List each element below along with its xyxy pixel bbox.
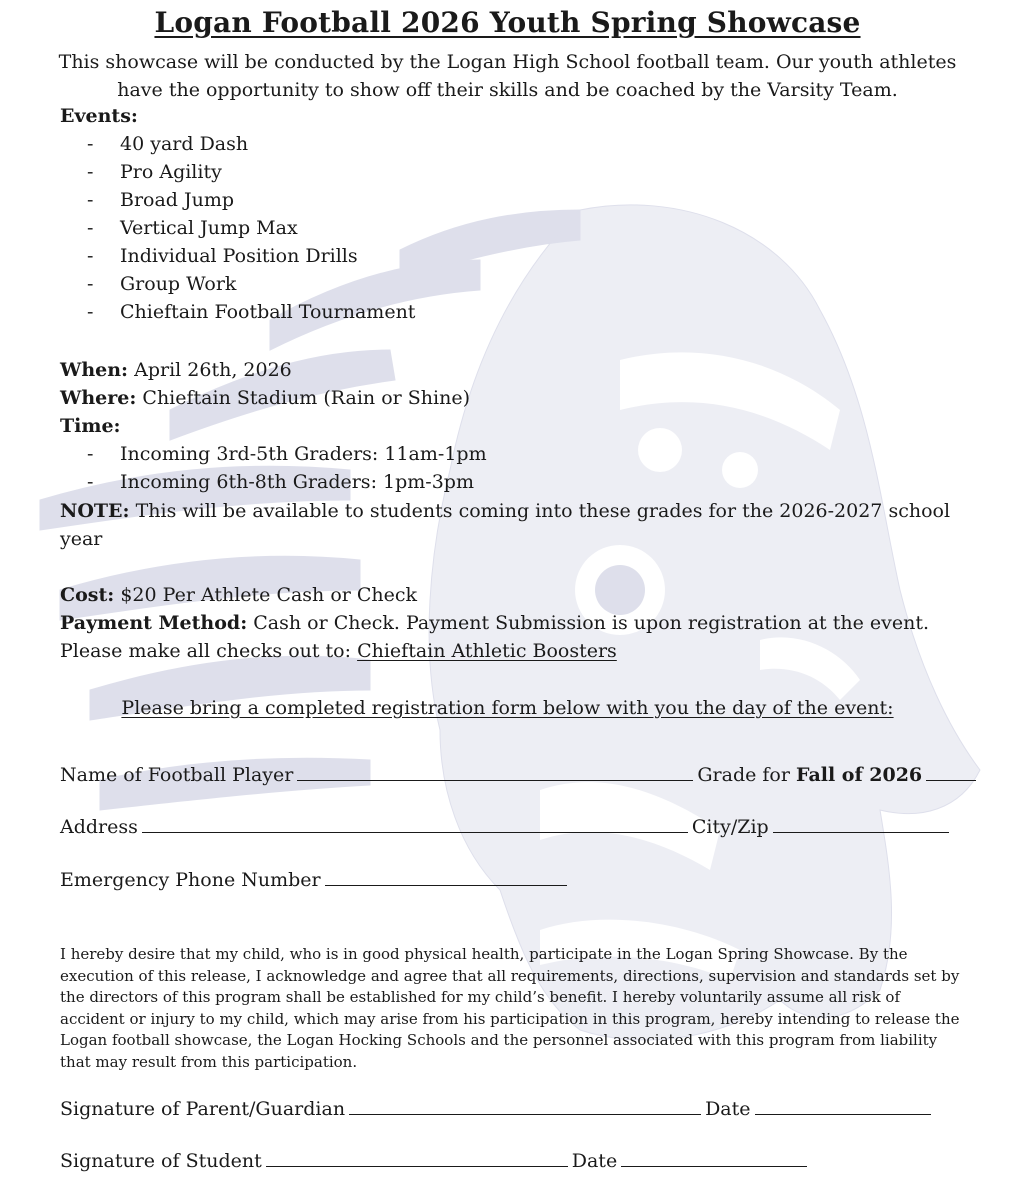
- list-item: - 40 yard Dash: [87, 133, 249, 155]
- address-field[interactable]: [142, 812, 688, 833]
- time-heading: Time:: [60, 415, 121, 437]
- player-name-label: Name of Football Player: [60, 764, 294, 786]
- payment-line: Payment Method: Cash or Check. Payment Submission is upon registration at the event.: [60, 612, 929, 634]
- date-label: Date: [571, 1150, 618, 1172]
- intro-paragraph: This showcase will be conducted by the Logan High School football team. Our youth athletes have the opportunity to show off their skills and be coached by the Varsity Team.: [58, 51, 957, 101]
- address-row: [60, 812, 953, 841]
- events-list: [60, 130, 415, 326]
- city-zip-label: City/Zip: [691, 816, 769, 838]
- address-label: Address: [60, 816, 138, 838]
- list-item: - Group Work: [87, 273, 237, 295]
- list-item: - Incoming 3rd-5th Graders: 11am-1pm: [87, 443, 487, 465]
- student-date-field[interactable]: [621, 1146, 807, 1167]
- events-heading: Events:: [60, 105, 138, 127]
- time-list: [60, 440, 487, 496]
- checks-payee: Chieftain Athletic Boosters: [357, 640, 617, 662]
- emergency-phone-field[interactable]: [325, 865, 567, 886]
- emergency-label: Emergency Phone Number: [60, 869, 321, 891]
- list-item: - Broad Jump: [87, 189, 235, 211]
- list-item: - Pro Agility: [87, 161, 222, 183]
- list-item: - Chieftain Football Tournament: [87, 301, 416, 323]
- grade-label: Grade for: [697, 764, 790, 786]
- student-signature-row: [60, 1146, 811, 1175]
- cost-section: [60, 581, 960, 665]
- emergency-row: [60, 865, 571, 894]
- list-item: - Incoming 6th-8th Graders: 1pm-3pm: [87, 471, 474, 493]
- parent-signature-field[interactable]: [349, 1094, 701, 1115]
- when-line: When: April 26th, 2026: [60, 359, 292, 381]
- note-paragraph: NOTE: This will be available to students coming into these grades for the 2026-2027 school year: [60, 500, 951, 550]
- release-paragraph: I hereby desire that my child, who is in good physical health, participate in the Logan Spring Showcase. By the execution of this release, I acknowledge and agree that all requirements, directions, supervision and standards set by the directors of this program shall be established for my child’s benefit. I hereby voluntarily assume all risk of accident or injury to my child, which may arise from his participation in this program, hereby intending to release the Logan football showcase, the Logan Hocking Schools and the personnel associated with this program from liability that may result from this participation.: [60, 945, 960, 1071]
- checks-line: Please make all checks out to: Chieftain Athletic Boosters: [60, 640, 617, 662]
- city-zip-field[interactable]: [773, 812, 949, 833]
- parent-date-field[interactable]: [755, 1094, 931, 1115]
- grade-field[interactable]: [926, 760, 976, 781]
- where-line: Where: Chieftain Stadium (Rain or Shine): [60, 387, 470, 409]
- list-item: - Individual Position Drills: [87, 245, 358, 267]
- bring-form-instruction: Please bring a completed registration form below with you the day of the event:: [121, 697, 894, 719]
- parent-signature-row: [60, 1094, 935, 1123]
- student-signature-field[interactable]: [266, 1146, 568, 1167]
- date-label: Date: [705, 1098, 751, 1120]
- events-section: [60, 102, 415, 326]
- list-item: - Vertical Jump Max: [87, 217, 298, 239]
- student-signature-label: Signature of Student: [60, 1150, 262, 1172]
- details-section: [60, 356, 487, 496]
- document-title: Logan Football 2026 Youth Spring Showcase: [154, 6, 861, 39]
- cost-line: Cost: $20 Per Athlete Cash or Check: [60, 584, 418, 606]
- parent-signature-label: Signature of Parent/Guardian: [60, 1098, 346, 1120]
- grade-season: Fall of 2026: [796, 764, 923, 786]
- player-name-row: [60, 760, 980, 789]
- player-name-field[interactable]: [297, 760, 693, 781]
